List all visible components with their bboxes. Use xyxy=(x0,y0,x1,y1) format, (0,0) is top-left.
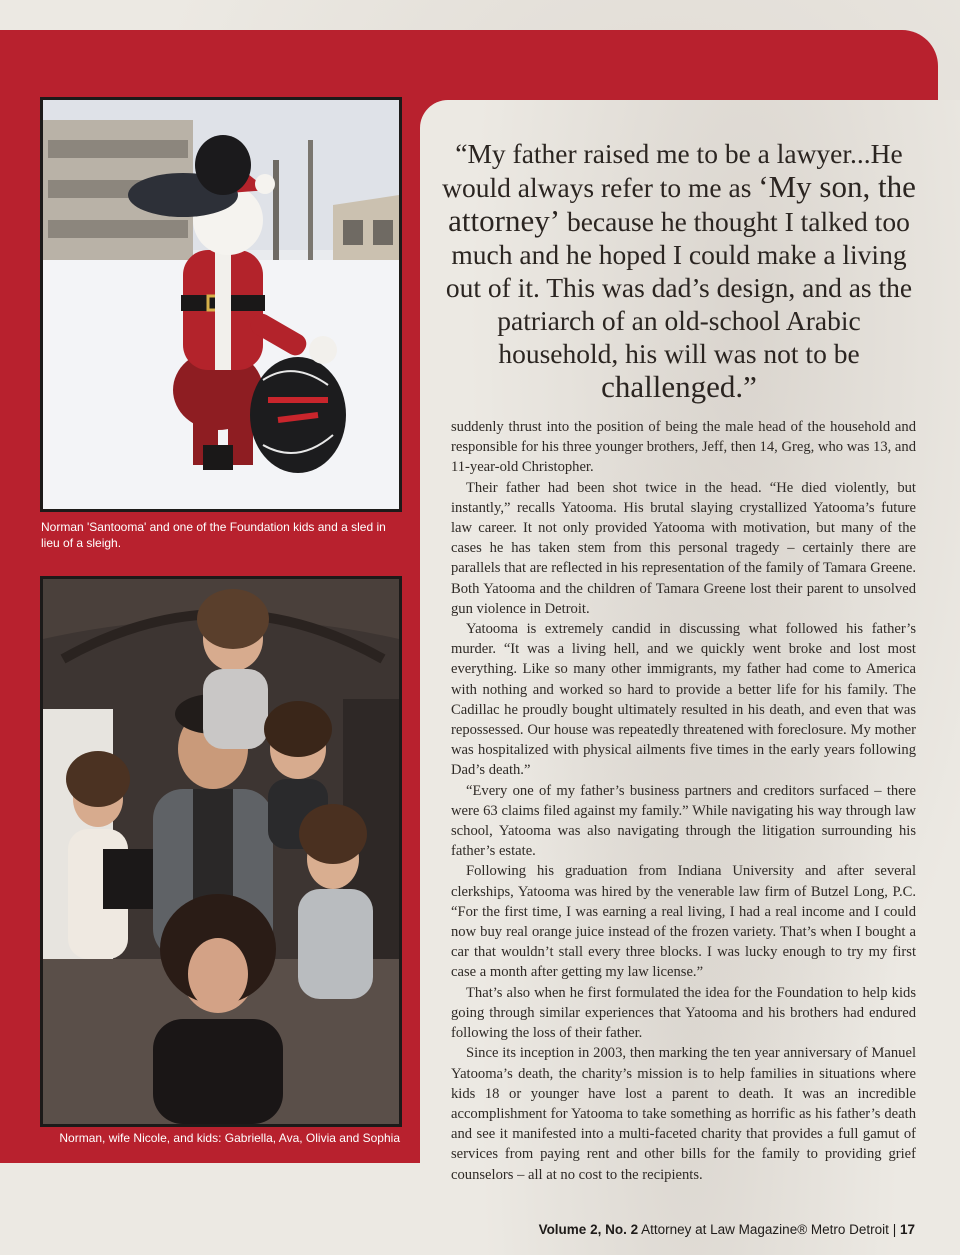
santa-photo-illustration xyxy=(43,100,399,509)
article-paragraph: Their father had been shot twice in the head. “He died violently, but instantly,” recalls Yatooma. His brutal slaying crystallized Yatooma’s future law career. It not only provided Yatooma with motivation, but many of the cases he has taken stem from this personal tragedy – certainly there are parallels that are reflected in his representation of the family of Tamara Greene. Both Yatooma and the children of Tamara Greene lost their parent to unsolved gun violence in Detroit. xyxy=(451,479,916,617)
article-paragraph: Since its inception in 2003, then marking the ten year anniversary of Manuel Yatooma’s death, the charity’s mission is to help families in situations where kids 18 or younger have lost a parent to death. It was an incredible accomplishment for Yatooma to take something as horrific as his father’s death and see it manifested into a multi-faceted charity that provides a full gamut of services from paying rent and other bills for the family to providing grief counselors – all at no cost to the recipients. xyxy=(451,1045,916,1183)
article-body xyxy=(451,417,916,1185)
pull-quote-emphasis: ‘My son, the attorney’ xyxy=(448,169,916,238)
footer-magazine: Attorney at Law Magazine® Metro Detroit xyxy=(641,1222,889,1237)
santa-photo-caption: Norman 'Santooma' and one of the Foundation kids and a sled in lieu of a sleigh. xyxy=(41,520,386,550)
family-photo-illustration xyxy=(43,579,399,1124)
bottom-left-background xyxy=(0,1163,420,1255)
article-paragraph: Following his graduation from Indiana University and after several clerkships, Yatooma was hired by the venerable law firm of Butzel Long, P.C. “For the first time, I was earning a real living, I had a real income and I could now buy real orange juice instead of the frozen variety. That’s when I bought a car that wouldn’t stall every three blocks. I was lucky enough to try my first case a month after getting my law license.” xyxy=(451,863,916,981)
family-photo xyxy=(40,576,402,1127)
pull-quote xyxy=(440,137,918,404)
article-paragraph: Yatooma is extremely candid in discussing what followed his father’s murder. “It was a living hell, and we quickly went broke and lost most everything. Like so many other immigrants, my father had come to America with nothing and worked so hard to provide a better life for his family. The Cadillac he proudly bought ultimately resulted in his death, and even that was repossessed. Our house was repeatedly threatened with foreclosure. My mother was hospitalized with physical ailments five times in the early years following Dad’s death.” xyxy=(451,621,916,779)
pull-quote-part3: because he thought I talked too much and he hoped I could make a living out of it. This was dad’s design, and as the patriarch of an old-school Arabic household, his will was not to be xyxy=(445,206,913,369)
pull-quote-ending: challenged.” xyxy=(601,369,757,404)
footer-separator: | xyxy=(892,1222,897,1237)
article-paragraph: suddenly thrust into the position of being the male head of the household and responsible for his three younger brothers, Jeff, then 14, Greg, who was 13, and 11-year-old Christopher. xyxy=(451,419,916,476)
pull-quote-part1: “My father raised me to be a lawyer...He would always refer to me as xyxy=(442,138,903,203)
santa-photo xyxy=(40,97,402,512)
page-footer xyxy=(539,1222,915,1237)
article-paragraph: That’s also when he first formulated the idea for the Foundation to help kids going through similar experiences that Yatooma and his brothers had endured following the loss of their father. xyxy=(451,984,916,1042)
footer-volume: Volume 2, No. 2 xyxy=(538,1222,639,1237)
family-photo-caption: Norman, wife Nicole, and kids: Gabriella, Ava, Olivia and Sophia xyxy=(59,1131,400,1145)
footer-page-number: 17 xyxy=(899,1222,915,1237)
article-paragraph: “Every one of my father’s business partners and creditors surfaced – there were 63 claims filed against my family.” While navigating his way through law school, Yatooma was also navigating through the litigation surrounding his father’s estate. xyxy=(451,782,916,860)
